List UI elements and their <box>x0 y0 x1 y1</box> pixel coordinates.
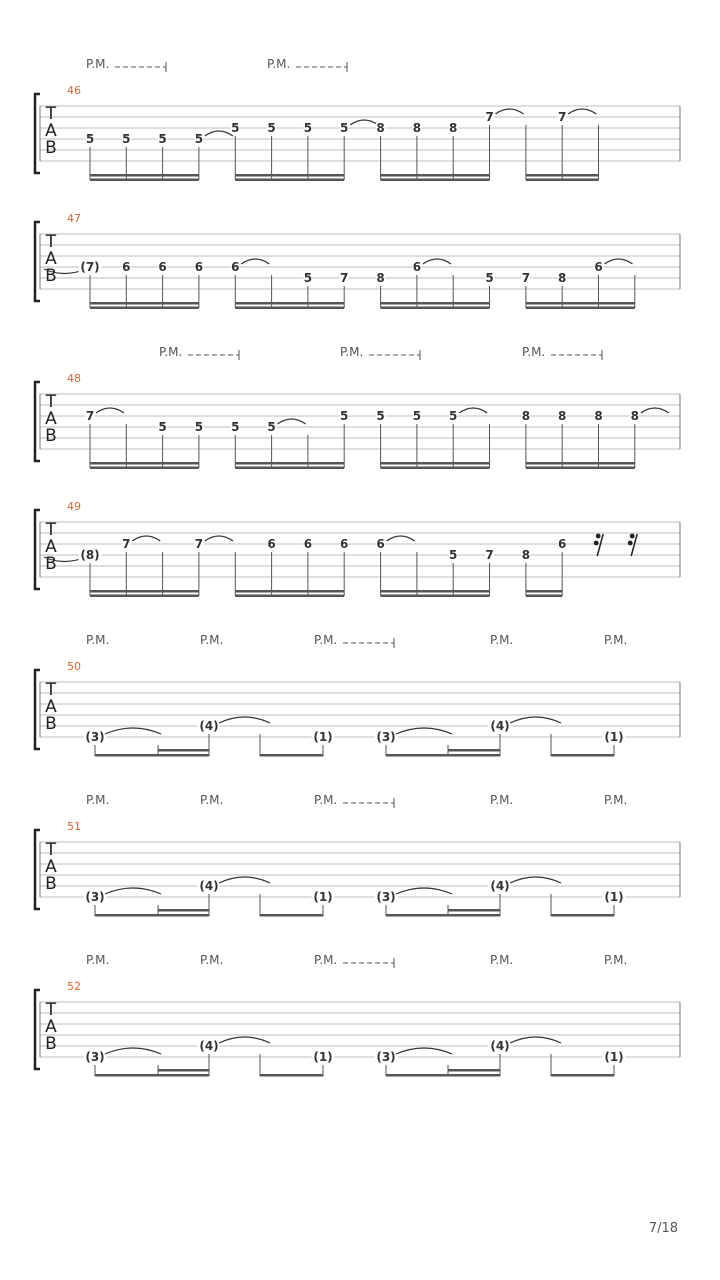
tie-arc <box>105 888 161 894</box>
tie-arc <box>396 888 452 894</box>
fret-number: (7) <box>80 260 100 274</box>
fret-number: 6 <box>594 260 603 274</box>
beam <box>90 590 199 593</box>
beam <box>381 302 490 305</box>
fret-number: 7 <box>340 271 349 285</box>
measure-number: 48 <box>67 372 81 385</box>
fret-number: (3) <box>85 730 105 744</box>
fret-number: (1) <box>604 890 624 904</box>
tie-arc <box>241 259 269 264</box>
tab-clef-letter: A <box>45 1017 57 1037</box>
beam <box>526 462 635 465</box>
tie-arc <box>205 536 233 541</box>
beam <box>386 1074 500 1077</box>
beam <box>381 174 490 177</box>
fret-number: 7 <box>521 271 531 285</box>
beam <box>90 467 199 470</box>
tab-system <box>35 57 680 181</box>
beam <box>90 307 199 310</box>
palm-mute-label: P.M. <box>159 345 183 359</box>
system-bracket <box>35 94 40 173</box>
fret-number: 5 <box>340 121 349 135</box>
tie-arc <box>396 728 452 734</box>
beam <box>260 914 323 917</box>
palm-mute-label: P.M. <box>86 57 110 71</box>
fret-number: 7 <box>122 537 131 551</box>
palm-mute-label: P.M. <box>200 953 224 967</box>
system-bracket <box>35 510 40 589</box>
fret-number: 6 <box>303 537 313 551</box>
palm-mute-label: P.M. <box>490 793 514 807</box>
palm-mute-label: P.M. <box>86 793 110 807</box>
beam <box>448 749 500 752</box>
fret-number: 6 <box>158 260 167 274</box>
palm-mute-label: P.M. <box>314 633 338 647</box>
beam <box>235 467 344 470</box>
beam <box>381 595 490 598</box>
beam <box>381 462 490 465</box>
beam <box>448 1069 500 1072</box>
palm-mute-label: P.M. <box>490 633 514 647</box>
palm-mute-label: P.M. <box>200 793 224 807</box>
beam <box>526 590 562 593</box>
beam <box>526 174 599 177</box>
fret-number: (4) <box>490 719 510 733</box>
palm-mute-label: P.M. <box>314 953 338 967</box>
fret-number: 5 <box>194 420 204 434</box>
tab-clef-letter: B <box>45 554 57 574</box>
tab-clef-letter: A <box>45 121 57 141</box>
beam <box>158 909 209 912</box>
fret-number: (3) <box>376 1050 396 1064</box>
fret-number: 5 <box>122 132 131 146</box>
fret-number: 6 <box>558 537 567 551</box>
palm-mute-label: P.M. <box>86 953 110 967</box>
measure-number: 50 <box>67 660 81 673</box>
palm-mute-label: P.M. <box>86 633 110 647</box>
measure-number: 47 <box>67 212 81 225</box>
beam <box>235 302 344 305</box>
beam <box>158 1069 209 1072</box>
tab-clef-letter: B <box>45 874 57 894</box>
fret-number: 8 <box>558 271 567 285</box>
beam <box>381 590 490 593</box>
measure-number: 46 <box>67 84 81 97</box>
fret-number: 5 <box>158 420 167 434</box>
tab-clef-letter: T <box>45 520 57 540</box>
fret-number: 5 <box>303 121 313 135</box>
beam <box>235 595 344 598</box>
fret-number: (1) <box>313 1050 333 1064</box>
beam <box>95 754 209 757</box>
fret-number: 8 <box>521 548 531 562</box>
tab-clef-letter: A <box>45 409 57 429</box>
fret-number: 5 <box>231 420 240 434</box>
fret-number: 5 <box>158 132 167 146</box>
beam <box>235 307 344 310</box>
fret-number: 7 <box>558 110 567 124</box>
tie-arc <box>219 1037 270 1043</box>
beam <box>381 307 490 310</box>
tie-arc <box>510 717 561 723</box>
beam <box>158 749 209 752</box>
tab-system <box>35 793 680 917</box>
palm-mute-label: P.M. <box>314 793 338 807</box>
system-bracket <box>35 830 40 909</box>
fret-number: 8 <box>558 409 567 423</box>
fret-number: 5 <box>412 409 422 423</box>
tie-arc <box>219 877 270 883</box>
tab-system <box>35 633 680 757</box>
fret-number: 5 <box>449 548 458 562</box>
fret-number: 6 <box>340 537 349 551</box>
fret-number: 5 <box>340 409 349 423</box>
beam <box>386 754 500 757</box>
tie-arc <box>510 1037 561 1043</box>
tab-clef-letter: A <box>45 249 57 269</box>
measure-number: 51 <box>67 820 81 833</box>
measure-number: 52 <box>67 980 81 993</box>
fret-number: (4) <box>199 1039 219 1053</box>
tab-clef-letter: A <box>45 537 57 557</box>
fret-number: 5 <box>267 121 276 135</box>
tie-arc <box>605 259 633 264</box>
beam <box>260 754 323 757</box>
tie-arc <box>96 408 124 413</box>
tab-clef-letter: A <box>45 697 57 717</box>
tie-arc <box>423 259 451 264</box>
fret-number: 5 <box>85 132 95 146</box>
beam <box>526 179 599 182</box>
fret-number: 8 <box>594 409 603 423</box>
fret-number: 5 <box>449 409 458 423</box>
fret-number: 7 <box>194 537 204 551</box>
tie-arc <box>459 408 487 413</box>
beam <box>90 179 199 182</box>
system-bracket <box>35 670 40 749</box>
beam <box>90 462 199 465</box>
beam <box>90 595 199 598</box>
beam <box>95 1074 209 1077</box>
fret-number: (1) <box>313 730 333 744</box>
beam <box>526 307 635 310</box>
fret-number: (8) <box>80 548 100 562</box>
palm-mute-label: P.M. <box>604 793 628 807</box>
fret-number: 7 <box>485 110 494 124</box>
sixteenth-rest-icon <box>594 534 603 556</box>
fret-number: 5 <box>376 409 385 423</box>
beam <box>381 179 490 182</box>
measure-number: 49 <box>67 500 81 513</box>
palm-mute-label: P.M. <box>267 57 291 71</box>
beam <box>235 174 344 177</box>
tab-system <box>35 500 680 597</box>
beam <box>526 467 635 470</box>
tab-system <box>35 345 680 469</box>
beam <box>260 1074 323 1077</box>
beam <box>95 914 209 917</box>
fret-number: 8 <box>376 121 385 135</box>
tab-clef-letter: T <box>45 392 57 412</box>
beam <box>90 302 199 305</box>
fret-number: (3) <box>85 890 105 904</box>
tab-clef-letter: A <box>45 857 57 877</box>
fret-number: (3) <box>85 1050 105 1064</box>
tie-arc <box>105 728 161 734</box>
fret-number: (3) <box>376 730 396 744</box>
fret-number: 5 <box>485 271 494 285</box>
tab-clef-letter: B <box>45 266 57 286</box>
palm-mute-label: P.M. <box>604 633 628 647</box>
tie-arc <box>278 419 306 424</box>
beam <box>90 174 199 177</box>
beam <box>235 590 344 593</box>
palm-mute-label: P.M. <box>200 633 224 647</box>
system-bracket <box>35 382 40 461</box>
fret-number: 7 <box>85 409 95 423</box>
beam <box>386 914 500 917</box>
beam <box>551 914 614 917</box>
beam <box>235 179 344 182</box>
beam <box>526 302 635 305</box>
tab-clef-letter: B <box>45 1034 57 1054</box>
fret-number: (1) <box>604 1050 624 1064</box>
beam <box>448 909 500 912</box>
tab-clef-letter: T <box>45 232 57 252</box>
fret-number: (1) <box>604 730 624 744</box>
tie-arc <box>641 408 669 413</box>
beam <box>551 1074 614 1077</box>
palm-mute-label: P.M. <box>522 345 546 359</box>
fret-number: 6 <box>412 260 422 274</box>
tab-clef-letter: B <box>45 138 57 158</box>
fret-number: (1) <box>313 890 333 904</box>
tab-system <box>35 212 680 309</box>
tie-arc <box>396 1048 452 1054</box>
fret-number: 6 <box>122 260 131 274</box>
fret-number: 7 <box>485 548 494 562</box>
tie-arc <box>205 131 233 136</box>
fret-number: 8 <box>412 121 422 135</box>
fret-number: 8 <box>521 409 531 423</box>
beam <box>526 595 562 598</box>
fret-number: 8 <box>449 121 458 135</box>
fret-number: (4) <box>199 719 219 733</box>
beam <box>381 467 490 470</box>
fret-number: (4) <box>199 879 219 893</box>
fret-number: 5 <box>267 420 276 434</box>
palm-mute-label: P.M. <box>340 345 364 359</box>
beam <box>551 754 614 757</box>
tie-arc <box>219 717 270 723</box>
system-bracket <box>35 222 40 301</box>
tab-clef-letter: B <box>45 714 57 734</box>
tie-arc <box>105 1048 161 1054</box>
beam <box>235 462 344 465</box>
system-bracket <box>35 990 40 1069</box>
fret-number: 8 <box>630 409 639 423</box>
tab-clef-letter: T <box>45 1000 57 1020</box>
palm-mute-label: P.M. <box>490 953 514 967</box>
page-number: 7/18 <box>648 1221 678 1236</box>
tie-arc <box>132 536 160 541</box>
fret-number: (3) <box>376 890 396 904</box>
fret-number: (4) <box>490 879 510 893</box>
fret-number: 6 <box>267 537 276 551</box>
fret-number: (4) <box>490 1039 510 1053</box>
fret-number: 6 <box>231 260 240 274</box>
tie-arc <box>510 877 561 883</box>
fret-number: 6 <box>376 537 385 551</box>
fret-number: 5 <box>303 271 313 285</box>
tie-arc <box>568 109 596 114</box>
palm-mute-label: P.M. <box>604 953 628 967</box>
tie-arc <box>496 109 524 114</box>
tab-clef-letter: T <box>45 840 57 860</box>
fret-number: 5 <box>231 121 240 135</box>
tab-clef-letter: T <box>45 680 57 700</box>
tab-clef-letter: B <box>45 426 57 446</box>
tie-arc <box>387 536 415 541</box>
fret-number: 5 <box>194 132 204 146</box>
sixteenth-rest-icon <box>628 534 637 556</box>
tab-system <box>35 953 680 1077</box>
fret-number: 8 <box>376 271 385 285</box>
fret-number: 6 <box>194 260 204 274</box>
tie-arc <box>350 120 378 125</box>
tab-clef-letter: T <box>45 104 57 124</box>
